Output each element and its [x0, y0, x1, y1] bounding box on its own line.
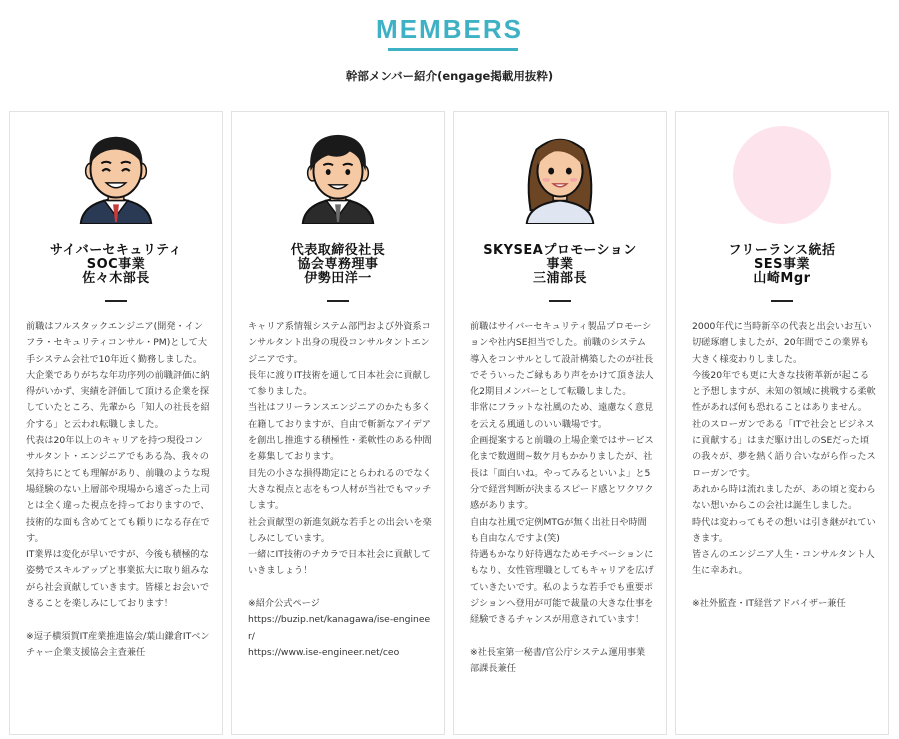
name-divider	[105, 300, 127, 302]
member-card-yamazaki	[675, 111, 889, 735]
member-name	[232, 244, 444, 286]
name-divider	[327, 300, 349, 302]
name-divider	[771, 300, 793, 302]
member-business: 事業	[546, 257, 574, 272]
member-business: 協会専務理事	[297, 257, 379, 272]
member-profile-text: 前職はサイバーセキュリティ製品プロモーションや社内SE担当でした。前職のシステム導入をコンサルとして設計構築したのが社長でそういったご縁もあり声をかけて頂き法人化2期目メンバーとして転職しました。 非常にフラットな社風のため、遠慮なく意見を云える風通しのいい職場です。 企画提案すると前職の上場企業ではサービス化まで数週間~数ケ月もかかりましたが、社長は「面白いね。やってみるといいよ」と5分で経営判断が決まるスピード感とワクワク感があります。 自由な社風で定例MTGが無く出社日や時間も自由なんですよ(笑) 待遇もかなり好待遇なためモチベーションにもなり、女性管理職としてもキャリアを広げていきたいです。私のような若手でも重要ポジションへ登用が可能で裁量の大きな仕事を経験できるチャンスが用意されています！ ※社長室第一秘書/官公庁システム運用事業部課長兼任	[470, 321, 654, 675]
page-subtitle: 幹部メンバー紹介(engage掲載用抜粋)	[345, 69, 554, 83]
member-title: 三浦部長	[532, 271, 587, 286]
member-business: SES事業	[753, 257, 811, 272]
member-title: 伊勢田洋一	[304, 271, 372, 286]
member-title: 山崎Mgr	[753, 271, 811, 286]
member-division: SKYSEAプロモーション	[483, 243, 637, 258]
member-name	[10, 244, 222, 286]
member-card-iseda	[231, 111, 445, 735]
title-underline	[388, 48, 518, 51]
member-title: 佐々木部長	[82, 271, 150, 286]
member-division: 代表取締役社長	[290, 243, 386, 258]
member-name	[676, 244, 888, 286]
member-business: SOC事業	[86, 257, 146, 272]
page-title: MEMBERS	[376, 14, 523, 44]
member-profile-text: 2000年代に当時新卒の代表と出会いお互い切磋琢磨しましたが、20年間でこの業界も大きく様変わりしました。 今後20年でも更に大きな技術革新が起こると予想しますが、未知の領域に挑戦する柔軟性があれば何も恐れることはありません。 社のスローガンである「ITで社会とビジネスに貢献する」はまだ駆け出しのSEだった頃の我々が、夢を熱く語り合いながら作ったスローガンです。 あれから時は流れましたが、あの頃と変わらない想いからこの会社は誕生しました。 時代は変わってもその想いは引き継がれていきます。 皆さんのエンジニア人生・コンサルタント人生に幸あれ。 ※社外監査・IT経営アドバイザー兼任	[692, 321, 876, 610]
avatar-placeholder	[733, 126, 831, 224]
member-card-miura	[453, 111, 667, 735]
member-profile-text: 前職はフルスタックエンジニア(開発・インフラ・セキュリティコンサル・PM)として大手システム会社で10年近く勤務しました。 大企業でありがちな年功序列の前職評価に納得がいかず、実績を評価して頂ける企業を探していたところ、先輩から「知人の社長を紹介する」と云われ転職しました。 代表は20年以上のキャリアを持つ現役コンサルタント・エンジニアでもある為、我々の気持ちにとても理解があり、前職のような現場経験のない上層部や現場から遠ざった上司とは全く違った視点を持っておりますので、技術的な面も含めてとても頼りになる存在です。 IT業界は変化が早いですが、今後も積極的な姿勢でスキルアップと事業拡大に取り組みながら社会貢献していきます。皆様とお会いできることを楽しみにしております！ ※逗子横須賀IT産業推進協会/葉山鎌倉ITベンチャー企業支援協会主査兼任	[26, 321, 210, 658]
avatar-iseda	[289, 126, 387, 224]
member-profile-text: キャリア系情報システム部門および外資系コンサルタント出身の現役コンサルタントエンジニアです。 長年に渡りIT技術を通して日本社会に貢献して参りました。 当社はフリーランスエンジニアのかたも多く在籍しておりますが、自由で斬新なアイデアを創出し推進する積極性・柔軟性のある仲間を募集しております。 目先の小さな損得勘定にとらわれるのでなく大きな視点と志をもつ人材が当社でもマッチします。 社会貢献型の新進気鋭な若手との出会いを楽しみにしています。 一緒にIT技術のチカラで日本社会に貢献していきましょう！ ※紹介公式ページ https://buzip.net/kanagawa/ise-engineer/ https://www.ise-engineer.net/ceo	[248, 321, 432, 658]
member-division: サイバーセキュリティ	[49, 243, 183, 258]
member-card-sasaki	[9, 111, 223, 735]
member-division: フリーランス統括	[728, 243, 836, 258]
avatar-miura	[511, 126, 609, 224]
name-divider	[549, 300, 571, 302]
member-name	[454, 244, 666, 286]
avatar-sasaki	[67, 126, 165, 224]
